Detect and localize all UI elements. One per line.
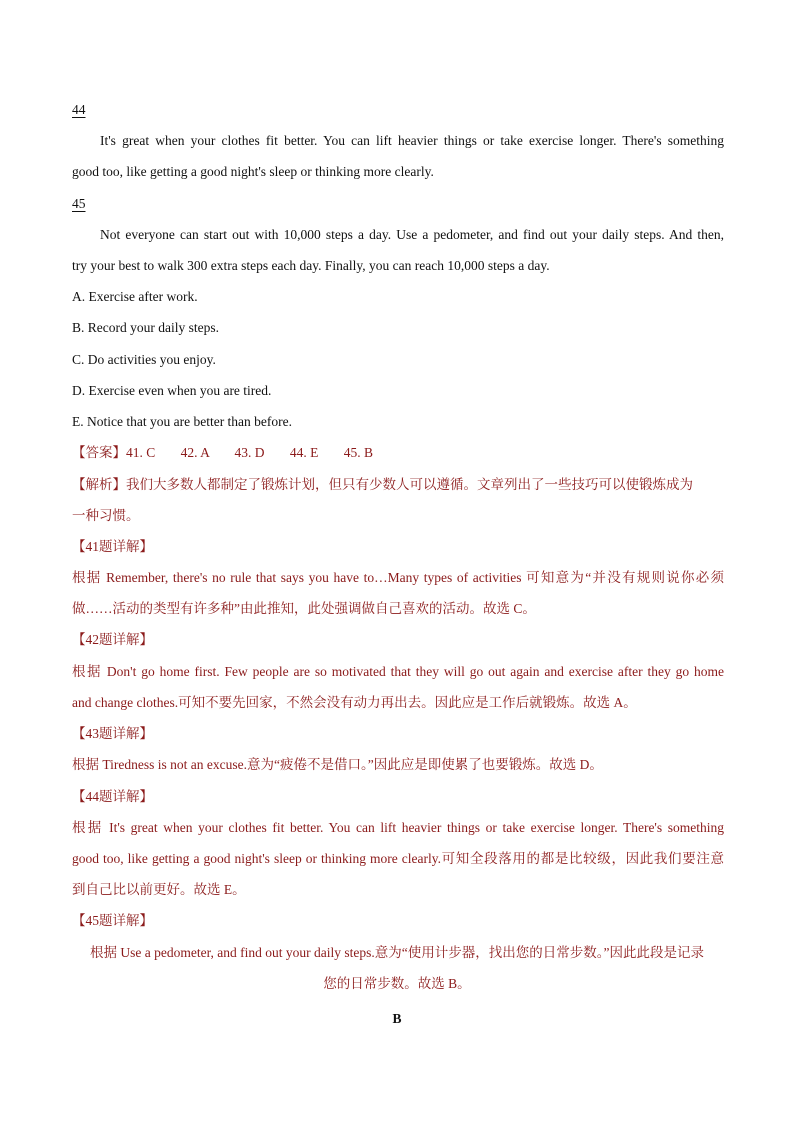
q44-line3: 到自己比以前更好。故选 E。 (72, 882, 246, 897)
passage-paragraph-45-line1: Not everyone can start out with 10,000 steps a day. Use a pedometer, and find out your daily steps. And then, (100, 227, 724, 242)
answer-label: 【答案】 (72, 445, 126, 460)
q45-line1: 根据 Use a pedometer, and find out your daily steps.意为“使用计步器，找出您的日常步数。”因此此段是记录 (89, 945, 704, 960)
passage-paragraph-45-line2: try your best to walk 300 extra steps each day. Finally, you can reach 10,000 steps a day. (72, 258, 550, 273)
option-a: A. Exercise after work. (72, 289, 198, 304)
answer-45: 45. B (343, 445, 374, 460)
passage-paragraph-44-line2: good too, like getting a good night's sleep or thinking more clearly. (72, 164, 434, 179)
answer-43: 43. D (234, 445, 265, 460)
analysis-label: 【解析】 (72, 477, 126, 492)
passage-blank-45: 45 (72, 196, 86, 211)
q44-line2: good too, like getting a good night's sleep or thinking more clearly.可知全段落用的都是比较级，因此我们要注意 (72, 851, 724, 866)
passage-blank-44: 44 (72, 102, 86, 117)
q41-title: 【41题详解】 (72, 539, 153, 554)
q41-line2: 做……活动的类型有许多种”由此推知，此处强调做自己喜欢的活动。故选 C。 (72, 601, 536, 616)
q44-line1: 根据 It's great when your clothes fit better. You can lift heavier things or take exercise longer. There's something (72, 820, 724, 835)
option-e: E. Notice that you are better than before. (72, 414, 293, 429)
option-b: B. Record your daily steps. (72, 320, 219, 335)
answer-row (72, 443, 724, 463)
answer-42: 42. A (180, 445, 210, 460)
passage-paragraph-44-line1: It's great when your clothes fit better. You can lift heavier things or take exercise longer. There's something (100, 133, 724, 148)
q43-line1: 根据 Tiredness is not an excuse.意为“疲倦不是借口。”因此应是即使累了也要锻炼。故选 D。 (72, 757, 603, 772)
q42-line1: 根据 Don't go home first. Few people are so motivated that they will go out again and exercise after they go home (72, 664, 724, 679)
q41-line1: 根据 Remember, there's no rule that says you have to…Many types of activities 可知意为“并没有规则说你必须 (72, 570, 724, 585)
analysis-line2: 一种习惯。 (72, 508, 140, 523)
option-d: D. Exercise even when you are tired. (72, 383, 272, 398)
analysis-text: 我们大多数人都制定了锻炼计划，但只有少数人可以遵循。文章列出了一些技巧可以使锻炼成为 (126, 477, 693, 492)
q43-title: 【43题详解】 (72, 726, 153, 741)
footer-letter: B (392, 1011, 402, 1026)
q42-line2: and change clothes.可知不要先回家，不然会没有动力再出去。因此应是工作后就锻炼。故选 A。 (72, 695, 637, 710)
q45-line2: 您的日常步数。故选 B。 (323, 976, 471, 991)
answer-41: 41. C (126, 445, 156, 460)
q44-title: 【44题详解】 (72, 789, 153, 804)
answer-44: 44. E (289, 445, 319, 460)
option-c: C. Do activities you enjoy. (72, 352, 216, 367)
q42-title: 【42题详解】 (72, 632, 153, 647)
analysis-line1 (72, 475, 724, 495)
q45-title: 【45题详解】 (72, 913, 153, 928)
